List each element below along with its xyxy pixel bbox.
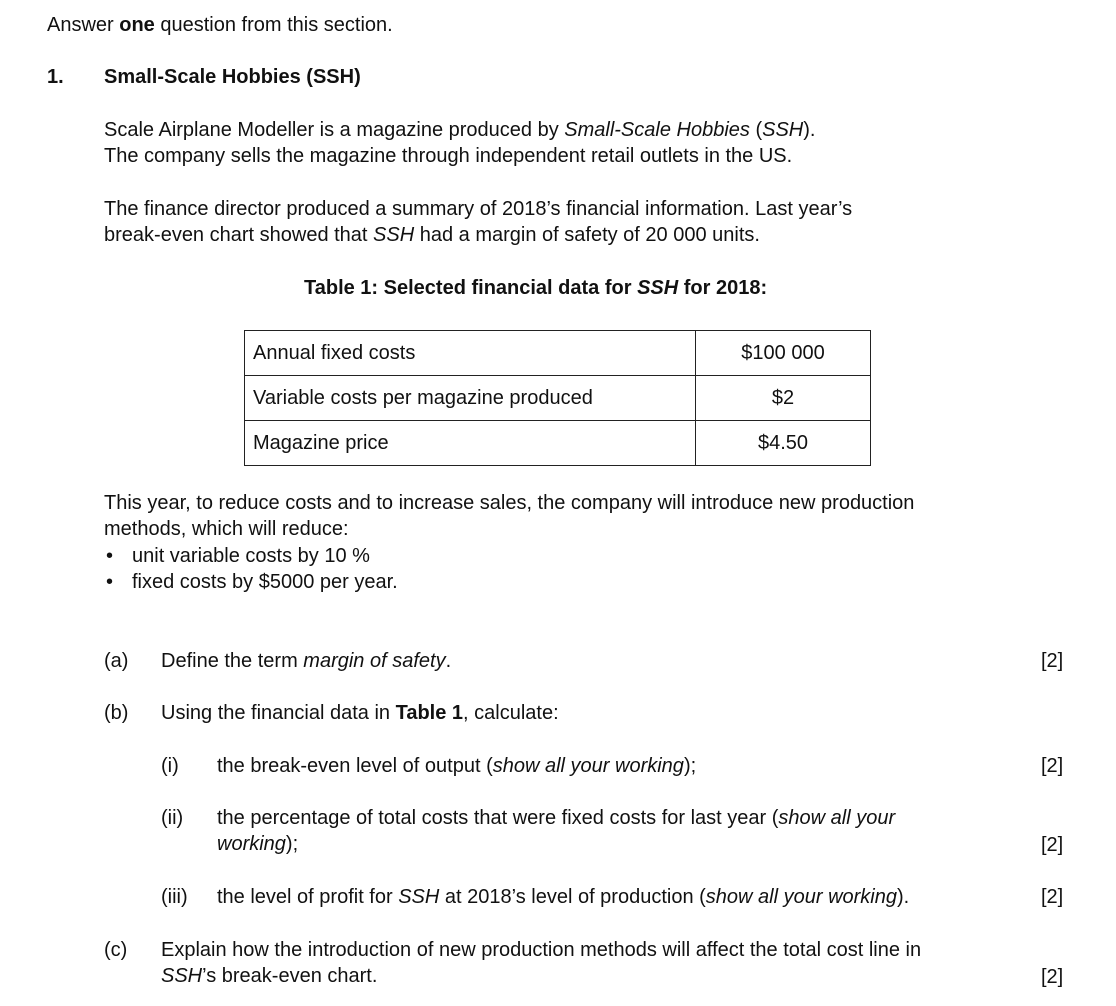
changes-line-2: methods, which will reduce: [104,518,349,540]
question-title: Small-Scale Hobbies (SSH) [104,66,361,88]
part-b-iii-text: the level of profit for SSH at 2018’s level of production (show all your working). [217,886,910,908]
part-b-iii-label: (iii) [161,886,188,908]
part-b-ii-label: (ii) [161,807,184,829]
intro-line-2: The company sells the magazine through independent retail outlets in the US. [104,145,793,167]
bullet-icon: • [106,571,114,593]
part-a-label: (a) [104,650,129,672]
part-b-label: (b) [104,702,129,724]
table-row [245,331,871,376]
summary-line-2: break-even chart showed that SSH had a margin of safety of 20 000 units. [104,224,760,246]
part-a-text: Define the term margin of safety. [161,650,452,672]
part-c-line-2: SSH’s break-even chart. [161,965,378,987]
financial-data-table [244,330,871,466]
part-b-ii-line-2: working); [217,833,299,855]
section-instruction: Answer one question from this section. [47,14,393,36]
part-c-line-1: Explain how the introduction of new production methods will affect the total cost line in [161,939,922,961]
bullet-item: fixed costs by $5000 per year. [132,571,398,593]
table-cell-value: $2 [696,376,871,421]
part-c-label: (c) [104,939,128,961]
question-number: 1. [47,66,64,88]
table-cell-label: Variable costs per magazine produced [245,376,696,421]
table-caption: Table 1: Selected financial data for SSH for 2018: [304,277,768,299]
part-b-text: Using the financial data in Table 1, calculate: [161,702,559,724]
bullet-icon: • [106,545,114,567]
part-b-ii-marks: [2] [1041,834,1064,856]
part-b-i-label: (i) [161,755,179,777]
part-b-ii-line-1: the percentage of total costs that were fixed costs for last year (show all your [217,807,896,829]
table-row [245,421,871,466]
instruction-emphasis: one [119,14,155,36]
part-b-i-marks: [2] [1041,755,1064,777]
table-cell-label: Magazine price [245,421,696,466]
intro-line-1: Scale Airplane Modeller is a magazine produced by Small-Scale Hobbies (SSH). [104,119,816,141]
part-b-iii-marks: [2] [1041,886,1064,908]
table-cell-value: $100 000 [696,331,871,376]
table-cell-label: Annual fixed costs [245,331,696,376]
bullet-item: unit variable costs by 10 % [132,545,370,567]
part-a-marks: [2] [1041,650,1064,672]
changes-line-1: This year, to reduce costs and to increase sales, the company will introduce new production [104,492,915,514]
table-cell-value: $4.50 [696,421,871,466]
part-c-marks: [2] [1041,966,1064,988]
part-b-i-text: the break-even level of output (show all your working); [217,755,697,777]
table-row [245,376,871,421]
summary-line-1: The finance director produced a summary of 2018’s financial information. Last year’s [104,198,853,220]
